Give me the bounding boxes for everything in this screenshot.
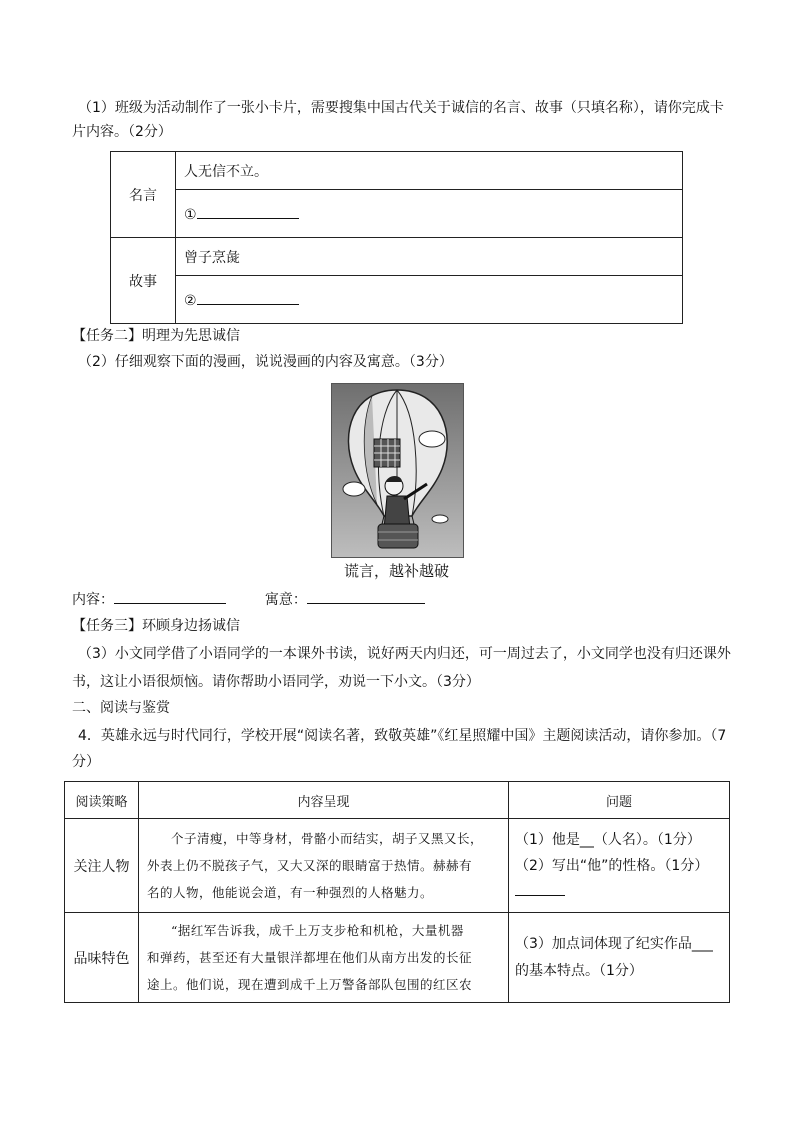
section2-heading: 二、阅读与鉴赏 (72, 700, 170, 716)
q4-line1 (78, 724, 726, 748)
content-answer-row (72, 588, 425, 612)
header-question: 问题 (509, 782, 730, 819)
meaning-answer-blank[interactable] (307, 589, 425, 604)
card-story-2[interactable] (176, 276, 683, 324)
card-label-saying: 名言 (111, 152, 176, 238)
meaning-label: 寓意： (264, 592, 307, 608)
saying-story-card (110, 151, 683, 324)
q2-prompt: （2）仔细观察下面的漫画，说说漫画的内容及寓意。（3分） (78, 354, 453, 370)
q3-line2: 书，这让小语很烦恼。请你帮助小语同学，劝说一下小文。（3分） (72, 674, 480, 690)
hot-air-balloon-cartoon (332, 384, 463, 557)
row2-question-2: 的基本特点。（1分） (515, 962, 643, 979)
cartoon-image (331, 383, 464, 558)
row2-content (139, 913, 509, 1003)
card-saying-2[interactable] (176, 190, 683, 238)
task3-heading: 【任务三】环顾身边扬诚信 (72, 618, 240, 634)
cartoon-caption: 谎言，越补越破 (343, 562, 449, 580)
row1-strategy: 关注人物 (65, 819, 139, 913)
header-strategy: 阅读策略 (65, 782, 139, 819)
header-content: 内容呈现 (139, 782, 509, 819)
row1-questions (509, 819, 730, 913)
row2-strategy: 品味特色 (65, 913, 139, 1003)
q1-intro-line2: 片内容。（2分） (72, 124, 172, 140)
row1-content-line2: 外表上仍不脱孩子气，又大又深的眼睛富于热情。赫赫有 (147, 858, 473, 873)
reading-strategy-table (64, 781, 730, 1003)
task2-heading: 【任务二】明理为先思诚信 (72, 328, 240, 344)
blank-marker-1: ① (184, 207, 197, 223)
row1-content (139, 819, 509, 913)
row1-question-1: （1）他是__（人名）。（1分） (515, 831, 701, 848)
q1-intro-line1: （1）班级为活动制作了一张小卡片，需要搜集中国古代关于诚信的名言、故事（只填名称），请你完成卡 (78, 100, 724, 116)
card-story-1: 曾子烹彘 (176, 238, 683, 276)
row1-answer-blank[interactable] (515, 881, 565, 896)
row2-content-line1: “据红军告诉我，成千上万支步枪和机枪，大量机器 (171, 923, 464, 938)
card-label-story: 故事 (111, 238, 176, 324)
row1-content-line3: 名的人物，他能说会道，有一种强烈的人格魅力。 (147, 885, 434, 900)
answer-blank-1[interactable] (197, 204, 299, 219)
row1-question-2: （2）写出“他”的性格。（1分） (515, 857, 709, 874)
answer-blank-2[interactable] (197, 290, 299, 305)
content-answer-blank[interactable] (114, 589, 226, 604)
blank-marker-2: ② (184, 293, 197, 309)
row2-question-1: （3）加点词体现了纪实作品___ (515, 935, 713, 952)
row2-questions (509, 913, 730, 1003)
row2-content-line3: 途上。他们说，现在遭到成千上万警备部队包围的红区农 (147, 977, 473, 992)
q4-line2: 分） (72, 754, 100, 770)
q4-line1-text: 4．英雄永远与时代同行，学校开展“阅读名著，致敬英雄”《红星照耀中国》主题阅读活动，请你参加。（7 (78, 728, 727, 744)
row1-content-line1: 个子清瘦，中等身材，骨骼小而结实，胡子又黑又长， (171, 831, 484, 846)
card-saying-1: 人无信不立。 (176, 152, 683, 190)
content-label: 内容： (72, 592, 114, 608)
q3-line1: （3）小文同学借了小语同学的一本课外书读，说好两天内归还，可一周过去了，小文同学也没有归还课外 (78, 646, 731, 662)
row2-content-line2: 和弹药，甚至还有大量银洋都埋在他们从南方出发的长征 (147, 950, 473, 965)
